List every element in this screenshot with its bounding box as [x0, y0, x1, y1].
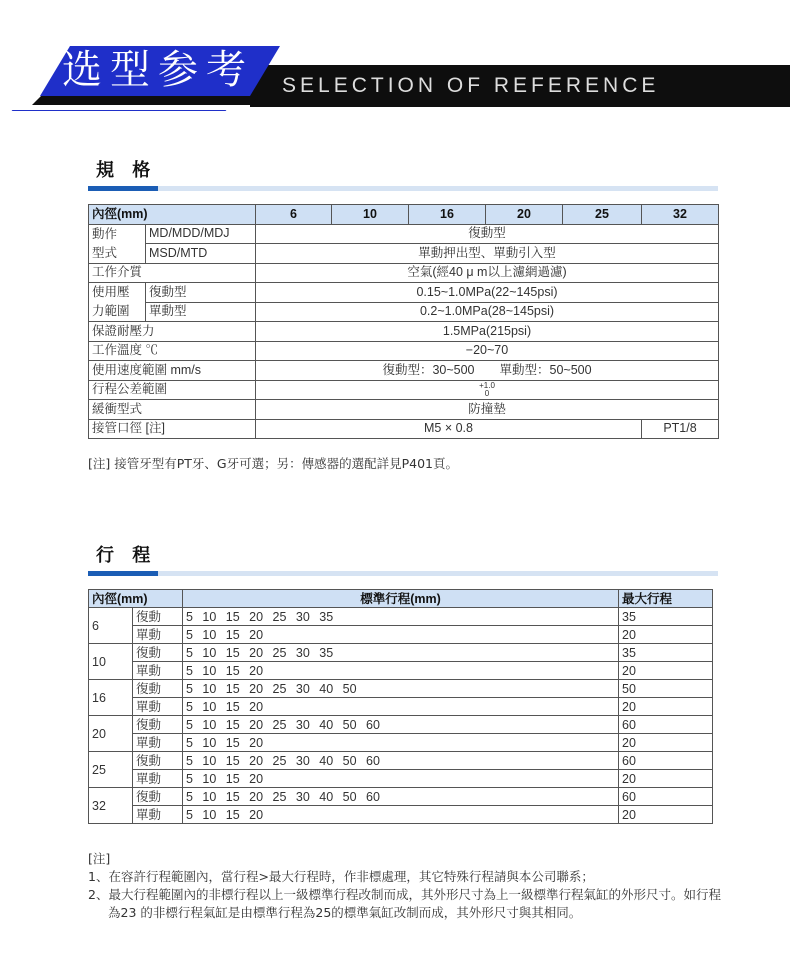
stroke-bore: 10	[89, 644, 133, 680]
spec-pressure-double-value: 0.15~1.0MPa(22~145psi)	[256, 283, 719, 303]
spec-tolerance-label: 行程公差範圍	[89, 380, 256, 400]
stroke-max: 60	[619, 788, 713, 806]
banner-title-cn: 选型参考	[62, 47, 254, 93]
stroke-header-bore: 內徑(mm)	[89, 590, 183, 608]
stroke-row-single	[89, 770, 713, 788]
stroke-note-item: 2、最大行程範圍內的非標行程以上一級標準行程改制而成，其外形尺寸為上一級標準行程氣缸的外形尺寸。如行程為23 的非標行程氣缸是由標準行程為25的標準氣缸改制而成，其外形尺寸與其相同。	[88, 887, 721, 920]
spec-row-temp	[89, 341, 719, 361]
stroke-header-standard: 標準行程(mm)	[183, 590, 619, 608]
stroke-type: 復動	[133, 716, 183, 734]
spec-header-col: 25	[563, 205, 642, 225]
spec-header-col: 6	[256, 205, 332, 225]
spec-row-pressure-double	[89, 283, 719, 303]
stroke-max: 60	[619, 716, 713, 734]
spec-row-tolerance	[89, 380, 719, 400]
header-banner	[0, 0, 790, 120]
spec-pressure-single-value: 0.2~1.0MPa(28~145psi)	[256, 302, 719, 322]
spec-note: [注] 接管牙型有PT牙、G牙可選；另：傳感器的選配詳見P401頁。	[88, 456, 458, 471]
spec-heading-text: 規 格	[96, 160, 157, 181]
stroke-row-double	[89, 608, 713, 626]
spec-heading-rule	[88, 186, 718, 191]
stroke-max: 20	[619, 662, 713, 680]
spec-temp-label: 工作溫度 ℃	[89, 341, 256, 361]
stroke-values: 5 10 15 20 25 30 35	[183, 608, 619, 626]
stroke-type: 復動	[133, 788, 183, 806]
stroke-header-row	[89, 590, 713, 608]
stroke-values: 5 10 15 20 25 30 35	[183, 644, 619, 662]
stroke-max: 20	[619, 770, 713, 788]
spec-row-medium	[89, 263, 719, 283]
spec-port-label: 接管口徑 [注]	[89, 419, 256, 439]
spec-header-col: 20	[486, 205, 563, 225]
stroke-bore: 25	[89, 752, 133, 788]
spec-speed-value: 復動型：30~500 單動型：50~500	[256, 361, 719, 381]
spec-medium-value: 空氣(經40 μ m以上濾網過濾)	[256, 263, 719, 283]
banner-underline	[12, 110, 227, 111]
spec-md-value: 復動型	[256, 224, 719, 244]
stroke-max: 60	[619, 752, 713, 770]
stroke-type: 單動	[133, 734, 183, 752]
stroke-bore: 6	[89, 608, 133, 644]
stroke-row-double	[89, 644, 713, 662]
stroke-section-heading	[88, 543, 718, 577]
stroke-row-double	[89, 788, 713, 806]
spec-msd-value: 單動押出型、單動引入型	[256, 244, 719, 264]
spec-temp-value: −20~70	[256, 341, 719, 361]
spec-port-value-32: PT1/8	[642, 419, 719, 439]
spec-tolerance-upper: +1.0	[479, 380, 495, 390]
spec-row-action-md	[89, 224, 719, 244]
stroke-values: 5 10 15 20	[183, 770, 619, 788]
stroke-type: 單動	[133, 698, 183, 716]
spec-row-proof	[89, 322, 719, 342]
stroke-type: 單動	[133, 662, 183, 680]
stroke-bore: 32	[89, 788, 133, 824]
stroke-max: 20	[619, 626, 713, 644]
stroke-max: 20	[619, 734, 713, 752]
stroke-table	[88, 589, 713, 824]
stroke-max: 20	[619, 698, 713, 716]
spec-section-heading	[88, 158, 718, 192]
stroke-values: 5 10 15 20	[183, 734, 619, 752]
stroke-values: 5 10 15 20 25 30 40 50	[183, 680, 619, 698]
stroke-row-single	[89, 734, 713, 752]
stroke-heading-accent	[88, 571, 158, 576]
stroke-values: 5 10 15 20	[183, 698, 619, 716]
stroke-type: 復動	[133, 752, 183, 770]
stroke-note-item: 1、在容許行程範圍內，當行程>最大行程時，作非標處理，其它特殊行程請與本公司聯系；	[88, 869, 594, 884]
stroke-row-double	[89, 680, 713, 698]
banner-shadow	[32, 95, 258, 105]
stroke-values: 5 10 15 20 25 30 40 50 60	[183, 788, 619, 806]
spec-pressure-double: 復動型	[146, 283, 256, 303]
spec-proof-label: 保證耐壓力	[89, 322, 256, 342]
spec-row-speed	[89, 361, 719, 381]
stroke-type: 單動	[133, 770, 183, 788]
stroke-type: 單動	[133, 806, 183, 824]
spec-pressure-single: 單動型	[146, 302, 256, 322]
stroke-row-double	[89, 716, 713, 734]
banner-title-en: SELECTION OF REFERENCE	[282, 74, 660, 97]
stroke-values: 5 10 15 20 25 30 40 50 60	[183, 716, 619, 734]
spec-speed-label: 使用速度範圍 mm/s	[89, 361, 256, 381]
stroke-max: 20	[619, 806, 713, 824]
spec-msd-models: MSD/MTD	[146, 244, 256, 264]
stroke-type: 復動	[133, 680, 183, 698]
spec-md-models: MD/MDD/MDJ	[146, 224, 256, 244]
spec-header-col: 32	[642, 205, 719, 225]
stroke-type: 單動	[133, 626, 183, 644]
stroke-max: 35	[619, 644, 713, 662]
stroke-body	[89, 608, 713, 824]
spec-row-cushion	[89, 400, 719, 420]
stroke-heading-rule	[88, 571, 718, 576]
stroke-values: 5 10 15 20	[183, 806, 619, 824]
spec-row-port	[89, 419, 719, 439]
stroke-row-single	[89, 626, 713, 644]
spec-tolerance-stack	[479, 382, 495, 398]
stroke-values: 5 10 15 20	[183, 626, 619, 644]
stroke-row-single	[89, 662, 713, 680]
spec-pressure-label-2: 力範圍	[89, 302, 146, 322]
spec-header-row	[89, 205, 719, 225]
stroke-notes-title: [注]	[88, 851, 111, 866]
spec-tolerance-value	[256, 380, 719, 400]
spec-medium-label: 工作介質	[89, 263, 256, 283]
spec-cushion-label: 緩衝型式	[89, 400, 256, 420]
stroke-max: 50	[619, 680, 713, 698]
spec-heading-accent	[88, 186, 158, 191]
stroke-notes	[88, 850, 728, 922]
spec-header-col: 16	[409, 205, 486, 225]
stroke-row-double	[89, 752, 713, 770]
stroke-values: 5 10 15 20	[183, 662, 619, 680]
stroke-type: 復動	[133, 608, 183, 626]
stroke-bore: 16	[89, 680, 133, 716]
spec-row-pressure-single	[89, 302, 719, 322]
spec-action-label: 動作	[89, 224, 146, 244]
stroke-bore: 20	[89, 716, 133, 752]
spec-port-value: M5 × 0.8	[256, 419, 642, 439]
stroke-values: 5 10 15 20 25 30 40 50 60	[183, 752, 619, 770]
stroke-heading-text: 行 程	[96, 545, 157, 566]
stroke-row-single	[89, 806, 713, 824]
spec-tolerance-lower: 0	[484, 388, 490, 398]
stroke-type: 復動	[133, 644, 183, 662]
spec-pressure-label: 使用壓	[89, 283, 146, 303]
stroke-max: 35	[619, 608, 713, 626]
spec-table	[88, 204, 719, 439]
spec-row-action-msd	[89, 244, 719, 264]
spec-cushion-value: 防撞墊	[256, 400, 719, 420]
stroke-header-max: 最大行程	[619, 590, 713, 608]
spec-proof-value: 1.5MPa(215psi)	[256, 322, 719, 342]
spec-action-label-2: 型式	[89, 244, 146, 264]
spec-header-bore: 內徑(mm)	[89, 205, 256, 225]
spec-header-col: 10	[332, 205, 409, 225]
stroke-row-single	[89, 698, 713, 716]
